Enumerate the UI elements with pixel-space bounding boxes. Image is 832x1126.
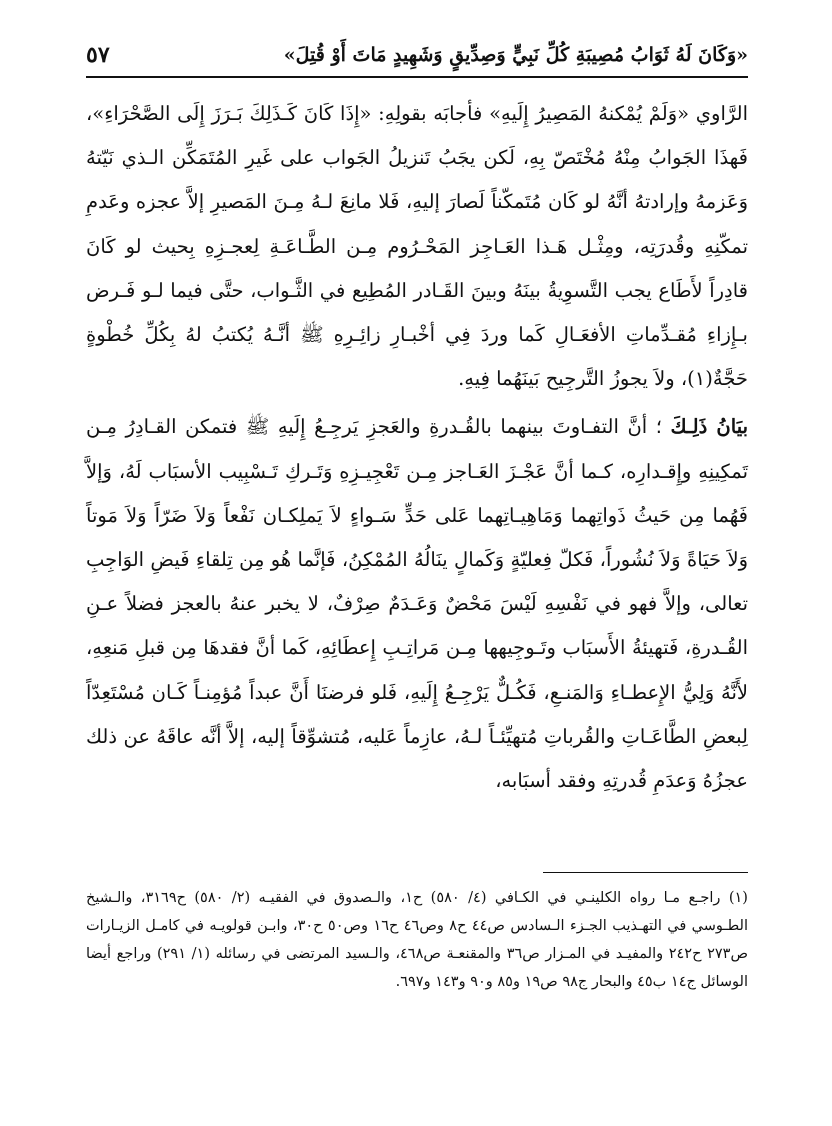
- footnotes: [86, 884, 748, 996]
- paragraph-1: الرَّاوي «وَلَمْ يُمْكنهُ المَصِيرُ إِلَيهِ» فأجابَه بقولِهِ: «إِذَا كَانَ كَـذَلِكَ بَـرَزَ إِلَى الصَّحْرَاءِ»، فَهذَا الجَوابُ مِنْهُ مُخْتَصّ بِهِ، لَكن يجَبُ تَنزيلُ الجَواب على غَيرِ المُتَمَكِّن الـذي نَيّتهُ وَعَزمهُ وإرادتهُ أنَّهُ لو كَان مُتَمكّناً لَصارَ إليهِ، فَلا مانِعَ لـهُ مِـنَ المَصيرِ إلاَّ عجزه وعَدمِ تمكّنِهِ وقُدرَتِه، ومِثْـل هَـذا العَـاجِز المَحْـرُوم مِـن الطَّـاعَـةِ لِعجـزِهِ بِحيث لو كَانَ قادِراً لأَطَاع يجب التَّسوِيةُ بينَهُ وبينَ القَـادر المُطِيع في الثَّـواب، حتَّى فيما لـو فَـرض بـإِزاءِ مُقـدِّماتِ الأفعَـالِ كَما وردَ فِي أخْبـارِ زائِـرِهِ ﷺ أنَّـهُ يُكتبُ لهُ بِكُلِّ خُطْوةٍ حَجَّةٌ(١)، ولاَ يجوزُ التَّرجِيح بَينَهُما فِيهِ.: [86, 102, 748, 391]
- footnote-divider: [543, 872, 748, 873]
- paragraph-2-lead: بيَانُ ذَلِـكَ: [670, 415, 749, 439]
- main-text: [86, 92, 748, 803]
- paragraph-2: [86, 405, 748, 803]
- paragraph-2-text: ؛ أنَّ التفـاوتَ بينهما بالقُـدرةِ والعَجزِ يَرجِـعُ إِلَيهِ ﷺ فتمكن القـادِرُ مِـن تَمكِينِهِ وإِقـدارِه، كـما أنَّ عَجْـزَ العَـاجز مِـن تَعْجِيـزِهِ وَتَـركِ تَـسْبِيب الأسبَاب لَهُ، وَإلاَّ فَهُما مِن حَيثُ ذَواتِهما وَمَاهِيـاتِهما عَلى حَدٍّ سَـواءٍ لاَ يَملِكـان نَفْعاً وَلاَ ضَرّاً وَلاَ مَوتاً وَلاَ حَيَاةً وَلاَ نُشُوراً، فَكلّ فِعليّةٍ وَكَمالٍ ينَالُهُ المُمْكِنُ، فَإنَّما هُو مِن تِلقاءِ فَيضِ الوَاجِبِ تعالى، وإلاَّ فهو في نَفْسِهِ لَيْسَ مَحْضٌ وَعَـدَمٌ صِرْفٌ، لا يخبر عنهُ بالعجز فضلاً عـنِ القُـدرةِ، فَتهيئةُ الأَسبَاب وتَـوجِيهها مِـن مَراتِـبِ إِعطَائِهِ، كَما أنَّ فقدهَا مِن قبلِ مَنعِهِ، لأَنَّهُ وَلِيُّ الإِعطـاءِ وَالمَنـعِ، فَكُـلٌّ يَرْجِـعُ إِلَيهِ، فَلو فرضنَا أَنَّ عبداً مُؤمِنـاً كَـان مُسْتَعِدّاً لِبعضِ الطَّاعَـاتِ والقُرباتِ مُتهيِّئـاً لـهُ، عازِماً عَليه، مُتشوِّقاً إليه، إلاَّ أنَّه عاقَهُ عن ذلك عجزُهُ وَعدَمِ قُدرتِهِ وفقد أسبَابه،: [86, 415, 748, 793]
- page-header: [86, 34, 748, 78]
- running-title: «وَكَانَ لَهُ ثَوَابُ مُصِيبَةِ كُلِّ نَبِيٍّ وَصِدِّيقٍ وَشَهِيدٍ مَاتَ أَوْ قُتِلَ»: [283, 44, 748, 66]
- page-number: ٥٧: [86, 42, 110, 68]
- footnote-1: (١) راجـع مـا رواه الكلينـي في الكـافي (٤/ ٥٨٠) ح١، والـصدوق في الفقيـه (٢/ ٥٨٠) ح٣١٦٩، والـشيخ الطـوسي في التهـذيب الجـزء الـسادس ص٤٤ ح٨ وص٤٦ ح١٦ وص٥٠ ح٣٠، وابـن قولويـه في كامـل الزيـارات ص٢٧٣ ح٢٤٢ والمفيـد في المـزار ص٣٦ والمقنعـة ص٤٦٨، والـسيد المرتضى في رسائله (١/ ٢٩١) وراجع أيضا الوسائل ج١٤ ب٤٥ والبحار ج٩٨ ص١٩ و٨٥ و٩٠ و١٤٣ و٦٩٧.: [86, 890, 748, 990]
